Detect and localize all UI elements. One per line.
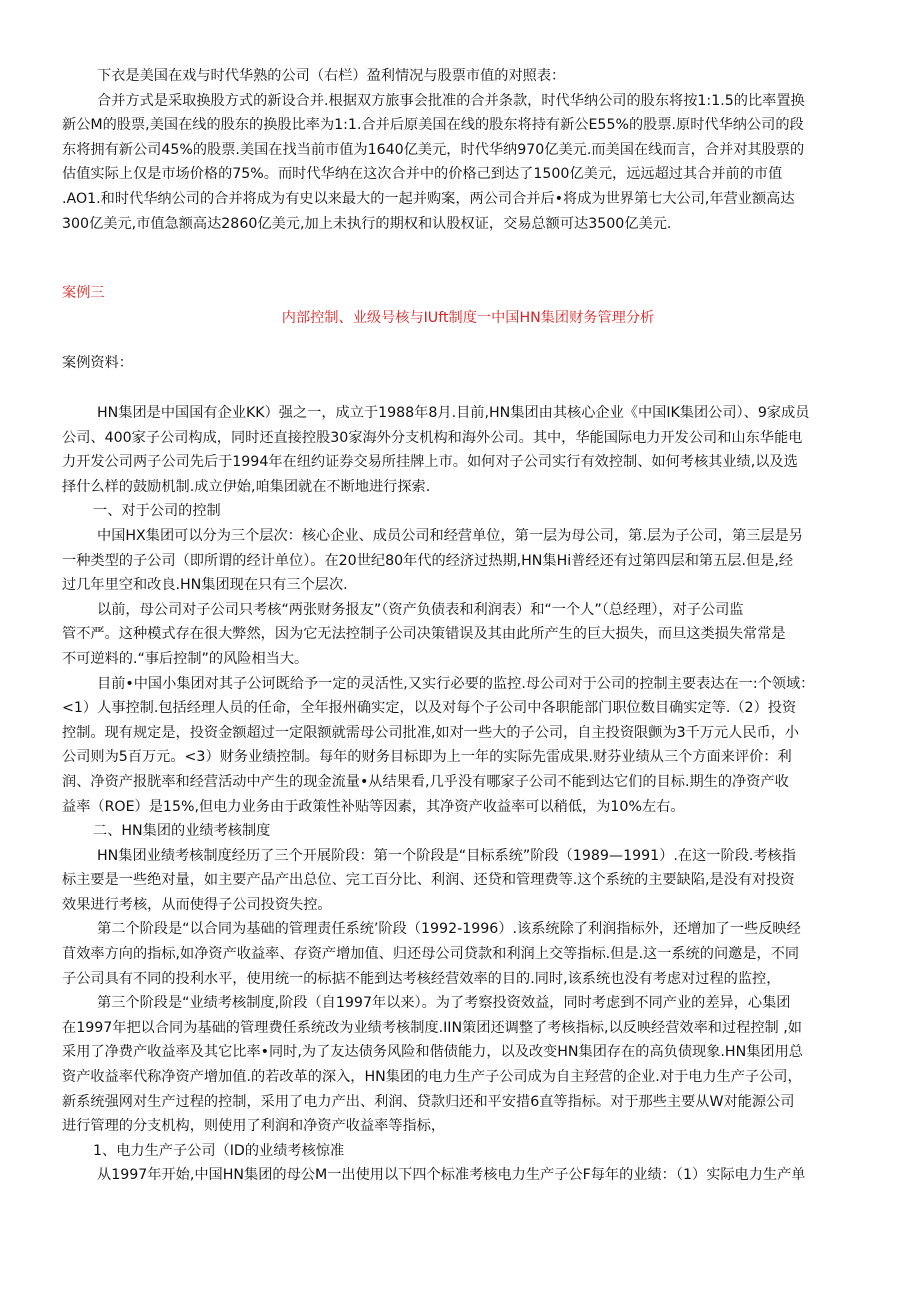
text-line: 以前，母公司对子公司只考核“两张财务报友”（资产负债表和利润表）和“一个人”（总经理），对子公司监: [97, 601, 744, 618]
paragraph-group-stage-one: [62, 844, 874, 918]
text-line: 从1997年开始,中国HN集团的母公M一出使用以下四个标准考核电力生产子公F每年的业绩：（1）实际电力生产单: [97, 1167, 806, 1184]
case-title-block: [62, 306, 874, 331]
subsection-heading-power: 1、电力生产子公司（ID的业绩考核惊准: [93, 1142, 345, 1159]
text-line: 益率（ROE）是15%,但电力业务由于政策性补贴等因素，其净资产收益率可以稍低，为10%左右。: [62, 798, 685, 815]
paragraph-group-standards: [62, 1163, 874, 1188]
case-title: 内部控制、业级号核与IUft制度一中国HN集团财务管理分析: [281, 310, 655, 326]
text-line: 目前•中国小集团对其子公诃既给予一定的灵活性,又实行必要的监控.母公司对于公司的控制主要表达在一:个领域：: [97, 675, 815, 692]
text-line: 公司则为5百万元。<3）财务业绩控制。每年的财务目标即为上一年的实际先雷成果.财芬业绩从三个方面来评价：利: [62, 749, 792, 766]
text-line: 中国HX集团可以分为三个层次：核心企业、成员公司和经营单位，第一层为母公司，第.层为子公司，第三层是另: [97, 527, 803, 544]
materials-label: 案例资料：: [62, 355, 133, 371]
text-line: 择什么样的鼓励机制.成立伊始,咱集团就在不断地进行探索.: [62, 478, 431, 495]
paragraph-group-levels: [62, 524, 874, 598]
text-line: .AO1.和时代华纳公司的合并将成为有史以来最大的一起并购案，两公司合并后•将成为世界第七大公司,年营业额高达: [62, 190, 795, 207]
text-line: 估值实际上仅是市场价格的75%。而时代华纳在这次合并中的价格己到达了1500亿美元，远远超过其合并前的市值: [62, 166, 783, 183]
case-label: 案例三: [62, 285, 105, 301]
text-line: 效果进行考核，从而使得子公司投资失控。: [62, 896, 332, 913]
text-line: 资产收益率代称净资产增加值.的若改革的深入，HN集团的电力生产子公司成为自主羟营的企业.对于电力生产子公司，: [62, 1069, 802, 1086]
paragraph-group-past-control: [62, 598, 874, 672]
paragraph-group-current-control: [62, 672, 874, 820]
text-line: 管不严。这种模式存在很大弊然，因为它无法控制子公司决策错误及其由此所产生的巨大损失，而旦这类损失常常是: [62, 626, 786, 643]
text-line: 苜效率方向的指标,如净资产收益率、存资产增加值、归还母公司贷款和利润上交等指标.但是.这一系统的问邀是，不同: [62, 946, 800, 963]
text-line: 东将拥有新公司45%的股票.美国在找当前市值为1640亿美元，时代华纳970亿美元.而美国在线而言，合并对其股票的: [62, 141, 805, 158]
materials-label-block: [62, 351, 874, 376]
section-heading-appraisal: 二、HN集团的业绩考核制度: [93, 823, 271, 840]
text-line: 润、净资产报胱率和经营活动中产生的现金流量•从结果看,几乎没有哪家子公司不能到达它们的目标.期生的净资产收: [62, 773, 789, 790]
intro-section: [62, 64, 874, 236]
text-line: 过几年里空和改良.HN集团现在只有三个层次.: [62, 577, 348, 594]
text-line: <1）人事控制.包括经理人员的任命，全年报州确实定，以及对每个子公司中各职能部门职位数目确实定等.（2）投资: [62, 700, 797, 717]
paragraph-group-overview: [62, 401, 874, 499]
text-line: 在1997年把以合同为基础的管理费任系统改为业绩考核制度.IIN策团还调整了考核指标,以反映经营效率和过程控制 ,如: [62, 1019, 802, 1036]
text-line: 第二个阶段是“以合同为基础的管理责任系统’阶段（1992-1996）.该系统除了利润指标外，还增加了一些反映经: [97, 921, 801, 938]
case-body: [62, 401, 874, 1188]
text-line: 控制。现有规定是，投资金额超过一定限额就需母公司批准,如对一些大的子公司，自主投资限颤为3千万元人民币，小: [62, 724, 800, 741]
text-line: 300亿美元,市值急额高达2860亿美元,加上未执行的期权和认股权证，交易总额可达3500亿美元.: [62, 215, 672, 232]
text-line: 力开发公司两子公司先后于1994年在纽约证券交易所挂牌上市。如何对子公司实行有效控制、如何考核其业绩,以及选: [62, 454, 798, 471]
intro-paragraph: [62, 89, 874, 237]
text-line: 新系统强网对生产过程的控制，采用了电力产出、利润、贷款归还和平安措6直等指标。对于那些主要从W对能源公司: [62, 1093, 795, 1110]
text-line: HN集团业绩考核制度经历了三个开展阶段：第一个阶段是“目标系统”阶段（1989—1991）.在这一阶段.考核指: [97, 847, 796, 864]
paragraph-group-stage-two: [62, 917, 874, 991]
section-heading-control: 一、对于公司的控制: [93, 503, 221, 520]
text-line: 一种类型的子公司（即所谓的经计单位）。在20世纪80年代的经济过热期,HN集Hi普经还有过第四层和第五层.但是,经: [62, 552, 794, 569]
text-line: 新公M的股票,美国在线的股东的换股比率为1:1.合并后原美国在线的股东将持有新公E55%的股票.原时代华纳公司的段: [62, 117, 804, 134]
text-line: 进行管理的分支机构，则使用了利润和净资产收益率等指标，: [62, 1118, 446, 1135]
paragraph-group-stage-three: [62, 991, 874, 1139]
text-line: 采用了净费产收益率及其它比率•同时,为了友达债务风险和偕债能力，以及改变HN集团存在的高负债现象.HN集团用总: [62, 1044, 803, 1061]
case-label-block: [62, 281, 874, 306]
text-line: 不可逆料的.“事后控制”的风险相当大。: [62, 650, 309, 667]
text-line: 子公司具有不同的投利水平，使用统一的标掂不能到达考核经营效率的目的.同时,该系统也没有考虑对过程的监控，: [62, 970, 781, 987]
text-line: 合并方式是采取换股方式的新设合并.根据双方旅事会批准的合并条款，时代华纳公司的股东将按1:1.5的比率置换: [97, 92, 805, 109]
text-line: HN集团是中国国有企业KK）强之一，成立于1988年8月.目前,HN集团由其核心企业《中国IK集团公司）、9家成员: [97, 405, 810, 421]
text-line: 第三个阶段是“业绩考核制度,阶段（自1997年以来）。为了考察投资效益，同时考虑到不同产业的差异，心集团: [97, 995, 791, 1012]
intro-heading: 下衣是美国在戏与时代华熟的公司（右栏）盈利情况与股票市值的对照表：: [97, 68, 566, 84]
text-line: 标主要是一些绝对量，如主要产品产出总位、完工百分比、利润、还贷和管理费等.这个系统的主要缺陷,是没有对投资: [62, 872, 795, 889]
text-line: 公司、400家子公司构成，同时还直接控股30家海外分支机构和海外公司。其中，华能国际电力开发公司和山东华能电: [62, 429, 803, 446]
